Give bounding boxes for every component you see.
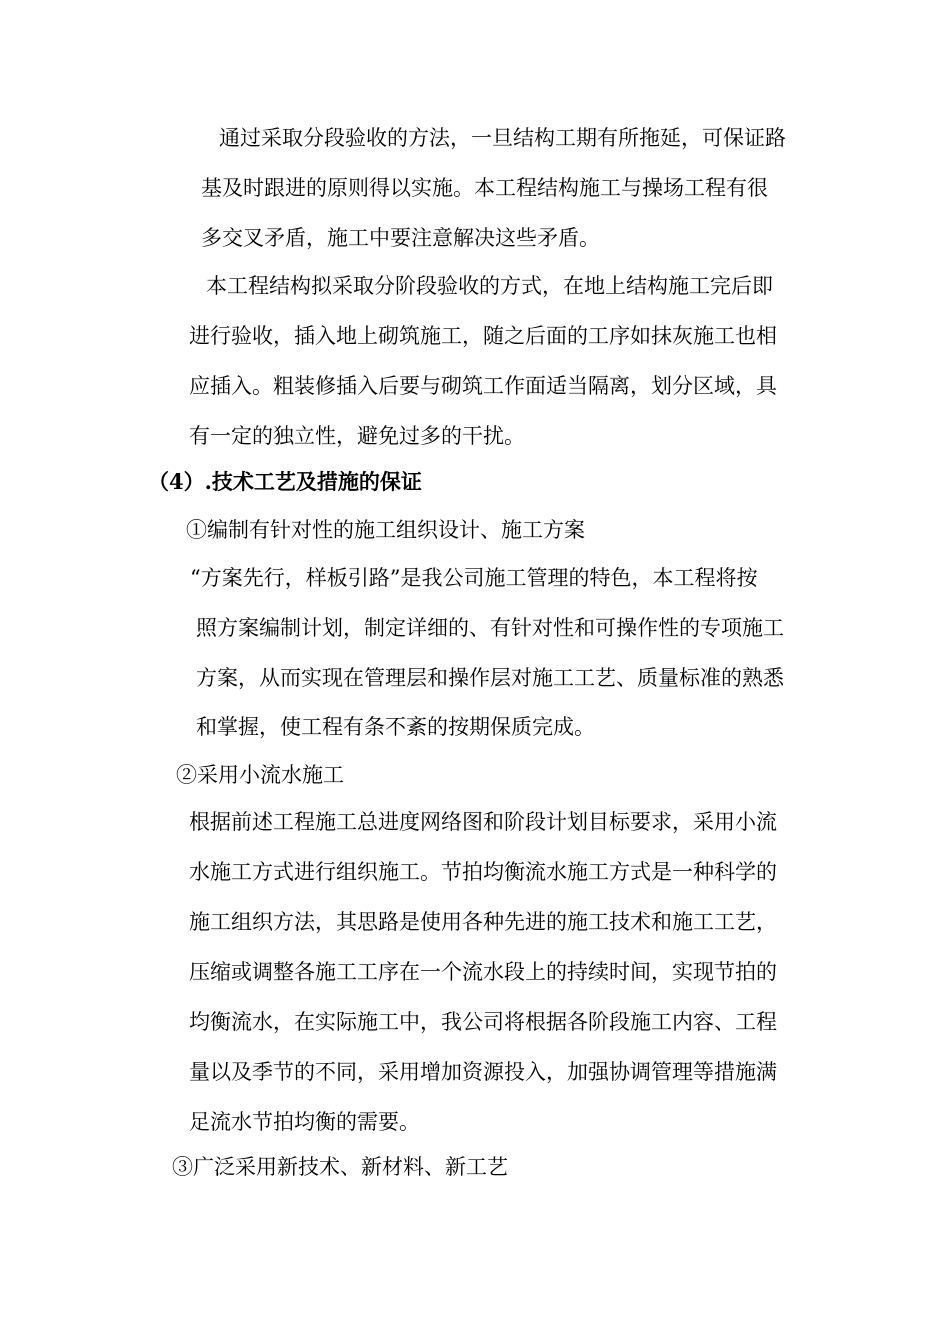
item1-line-4: 和掌握，使工程有条不紊的按期保质完成。 bbox=[196, 715, 595, 739]
item1-title: ①编制有针对性的施工组织设计、施工方案 bbox=[186, 518, 585, 542]
item1-line-1: “方案先行，样板引路”是我公司施工管理的特色，本工程将按 bbox=[190, 566, 758, 590]
para2-line-3: 应插入。粗装修插入后要与砌筑工作面适当隔离，划分区域，具 bbox=[189, 374, 777, 398]
item2-line-6: 量以及季节的不同，采用增加资源投入，加强协调管理等措施满 bbox=[189, 1060, 777, 1084]
item1-line-3: 方案，从而实现在管理层和操作层对施工工艺、质量标准的熟悉 bbox=[196, 666, 784, 690]
item2-line-3: 施工组织方法，其思路是使用各种先进的施工技术和施工工艺， bbox=[189, 910, 777, 934]
item2-line-2: 水施工方式进行组织施工。节拍均衡流水施工方式是一种科学的 bbox=[189, 860, 777, 884]
para1-line-3: 多交叉矛盾，施工中要注意解决这些矛盾。 bbox=[201, 226, 600, 250]
para1-line-2: 基及时跟进的原则得以实施。本工程结构施工与操场工程有很 bbox=[201, 176, 768, 200]
para2-line-4: 有一定的独立性，避免过多的干扰。 bbox=[189, 424, 525, 448]
para1-line-1: 通过采取分段验收的方法，一旦结构工期有所拖延，可保证路 bbox=[219, 126, 786, 150]
item1-line-2: 照方案编制计划，制定详细的、有针对性和可操作性的专项施工 bbox=[196, 616, 784, 640]
item2-title: ②采用小流水施工 bbox=[176, 763, 344, 787]
item2-line-1: 根据前述工程施工总进度网络图和阶段计划目标要求，采用小流 bbox=[189, 810, 777, 834]
item2-line-5: 均衡流水，在实际施工中，我公司将根据各阶段施工内容、工程 bbox=[189, 1010, 777, 1034]
item3-title: ③广泛采用新技术、新材料、新工艺 bbox=[172, 1155, 508, 1179]
item2-line-4: 压缩或调整各施工工序在一个流水段上的持续时间，实现节拍的 bbox=[189, 960, 777, 984]
para2-line-1: 本工程结构拟采取分阶段验收的方式，在地上结构施工完后即 bbox=[206, 274, 773, 298]
section-heading: （4）.技术工艺及措施的保证 bbox=[148, 469, 422, 494]
item2-line-7: 足流水节拍均衡的需要。 bbox=[189, 1110, 420, 1134]
para2-line-2: 进行验收，插入地上砌筑施工，随之后面的工序如抹灰施工也相 bbox=[189, 324, 777, 348]
